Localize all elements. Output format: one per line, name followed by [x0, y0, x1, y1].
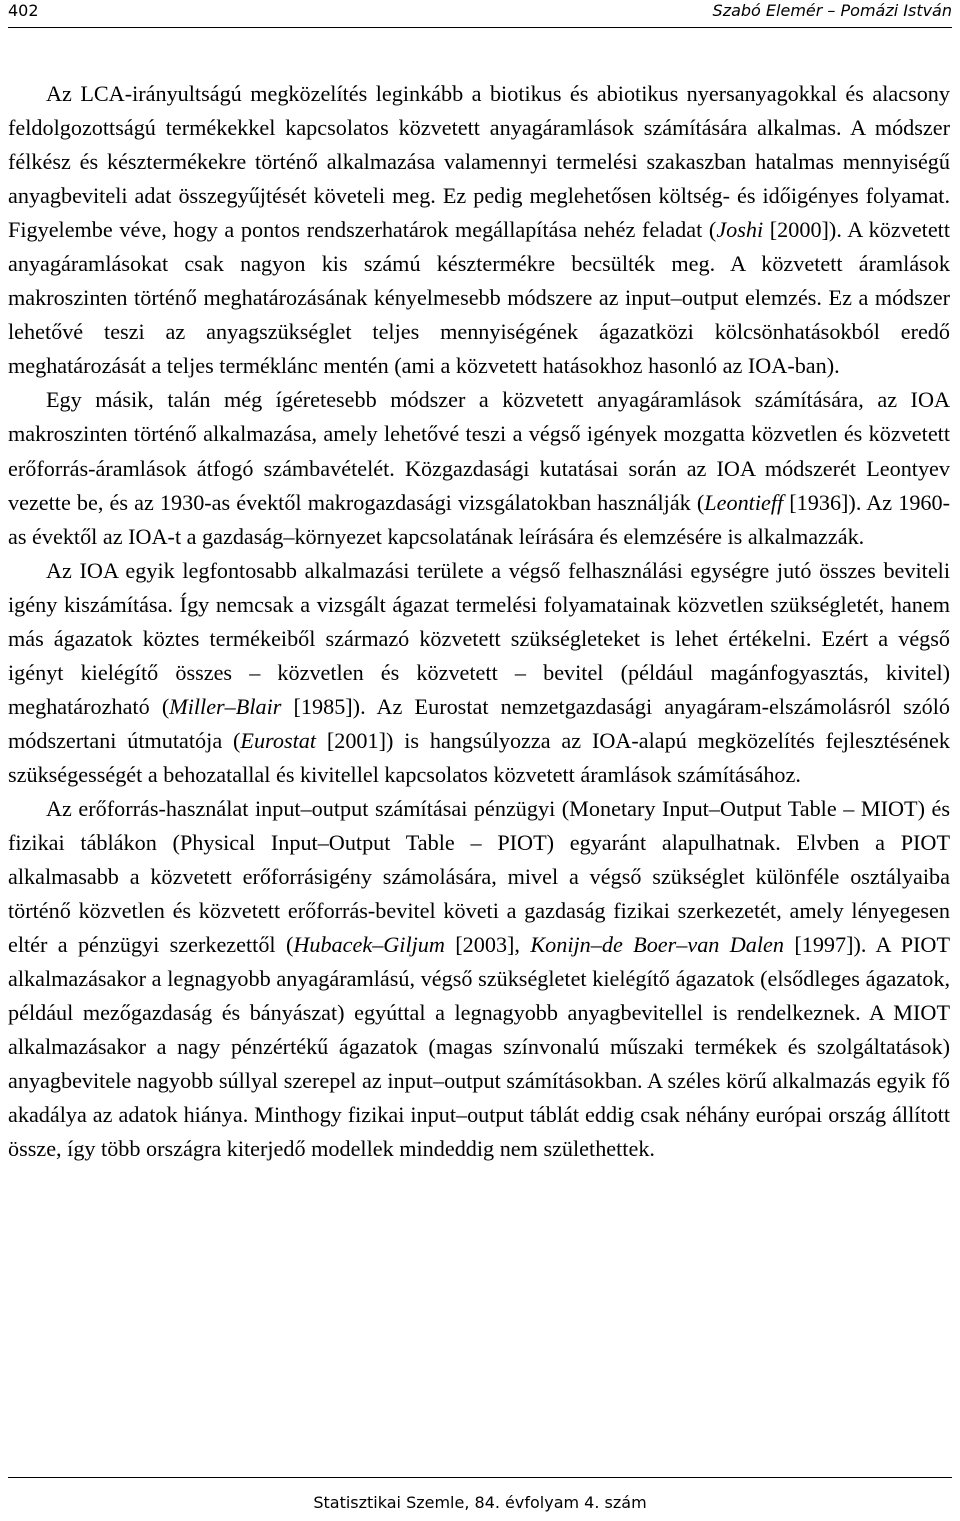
text-run: Az IOA egyik legfontosabb alkalmazási területe a végső felhasználási egységre jutó összes beviteli igény kiszámítása. Így nemcsak a vizsgált ágazat termelési folyamatainak közvetlen szükségletét, hanem más ágazatok köztes termékeiből származó közvetett szükségleteket is lehet értékelni. Ezért a végső igényt kielégítő összes – közvetlen és közvetett – bevitel (például magánfogyasztás, kivitel) meghatározható (: [8, 557, 950, 719]
citation-author: Leontieff: [704, 489, 784, 515]
running-title: Szabó Elemér – Pomázi István: [712, 1, 952, 20]
page-footer: Statisztikai Szemle, 84. évfolyam 4. szám: [313, 1493, 647, 1512]
text-run: Egy másik, talán még ígéretesebb módszer a közvetett anyagáramlások számítására, az IOA makroszinten történő alkalmazása, amely lehetővé teszi a végső igények mozgatta közvetlen és közvetett erőforrás-áramlások átfogó számbavételét. Közgazdasági kutatásai során az IOA módszerét Leontyev vezette be, és az 1930-as évektől makrogazdasági vizsgálatokban használják (: [8, 387, 950, 515]
text-run: [2003],: [444, 932, 531, 958]
page-number: 402: [8, 1, 39, 20]
paragraph: [8, 77, 950, 383]
article-body: [8, 77, 950, 1167]
citation-author: Konijn–de Boer–van Dalen: [530, 932, 784, 958]
footer-rule: [8, 1477, 952, 1478]
citation-author: Hubacek–Giljum: [293, 932, 445, 958]
citation-author: Eurostat: [240, 727, 316, 753]
text-run: [1997]). A PIOT alkalmazásakor a legnagyobb anyagáramlású, végső szükségletet kielégítő ágazatok (elsődleges ágazatok, például mezőgazdaság és bányászat) egyúttal a legnagyobb anyagbevitellel is rendelkeznek. A MIOT alkalmazásakor a nagy pénzértékű ágazatok (magas színvonalú műszaki termékek és szolgáltatások) anyagbevitele nagyobb súllyal szerepel az input–output számításokban. A széles körű alkalmazás egyik fő akadálya az adatok hiánya. Minthogy fizikai input–output táblát eddig csak néhány európai ország állított össze, így több országra kiterjedő modellek mindeddig nem születhettek.: [8, 932, 951, 1162]
header-rule: [8, 27, 952, 28]
text-run: Az erőforrás-használat input–output számításai pénzügyi (Monetary Input–Output Table – MIOT) és fizikai táblákon (Physical Input–Output Table – PIOT) egyaránt alapulhatnak. Elvben a PIOT alkalmasabb a közvetett erőforrásigény számolására, mivel a végső szükséglet különféle osztályaiba történő közvetlen és közvetett erőforrás-bevitel követi a gazdaság fizikai szerkezetét, amely lényegesen eltér a pénzügyi szerkezettől (: [8, 795, 950, 958]
citation-author: Joshi: [716, 217, 764, 243]
text-run: [1936]). Az 1960-as évektől az IOA-t a gazdaság–környezet kapcsolatának leírására és elemzésére is alkalmazzák.: [8, 489, 950, 549]
paragraph: [8, 554, 950, 792]
paragraph: [8, 792, 950, 1167]
citation-author: Miller–Blair: [169, 693, 282, 719]
text-run: [2001]) is hangsúlyozza az IOA-alapú megközelítés fejlesztésének szükségességét a behozatallal és kivitellel kapcsolatos közvetett áramlások számításához.: [8, 727, 950, 787]
text-run: [1985]). Az Eurostat nemzetgazdasági anyagáram-elszámolásról szóló módszertani útmutatója (: [8, 693, 950, 753]
page-header: [8, 0, 952, 24]
paragraph: [8, 383, 950, 553]
text-run: Az LCA-irányultságú megközelítés leginkább a biotikus és abiotikus nyersanyagokkal és alacsony feldolgozottságú termékekkel kapcsolatos közvetett anyagáramlások számítására alkalmas. A módszer félkész és késztermékekre történő alkalmazása valamennyi termelési szakaszban hatalmas mennyiségű anyagbeviteli adat összegyűjtését követeli meg. Ez pedig meglehetősen költség- és időigényes folyamat. Figyelembe véve, hogy a pontos rendszerhatárok megállapítása nehéz feladat (: [8, 81, 950, 243]
text-run: [2000]). A közvetett anyagáramlásokat csak nagyon kis számú késztermékre becsülték meg. A közvetett áramlások makroszinten történő meghatározásának kényelmesebb módszere az input–output elemzés. Ez a módszer lehetővé teszi az anyagszükséglet teljes mennyiségének ágazatközi kölcsönhatásokból eredő meghatározását a teljes terméklánc mentén (ami a közvetett hatásokhoz hasonló az IOA-ban).: [8, 217, 951, 379]
